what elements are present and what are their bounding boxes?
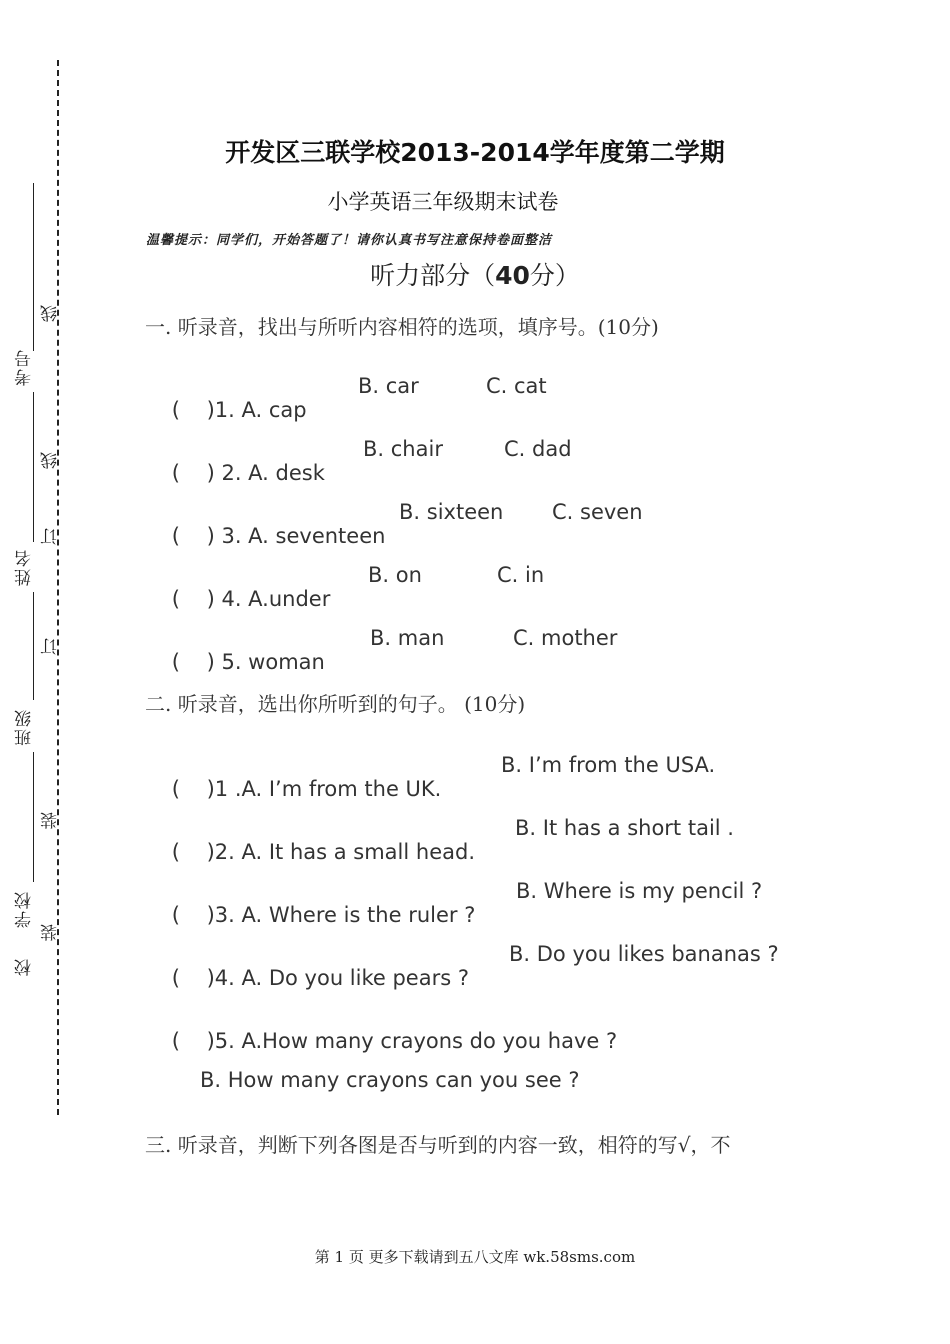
binding-label-school-2: 校 bbox=[15, 957, 35, 976]
question-stem: ( ) 5. woman bbox=[171, 650, 325, 674]
binding-mark-bind-2: 订 bbox=[41, 636, 61, 655]
listening-section-title bbox=[0, 256, 950, 292]
question-stem: ( ) 3. A. seventeen bbox=[171, 524, 386, 548]
option-b: B. chair bbox=[363, 437, 443, 461]
binding-mark-seal-2: 装 bbox=[41, 922, 61, 941]
binding-label-class: 班级 bbox=[15, 708, 35, 746]
binding-underline-4 bbox=[33, 752, 34, 882]
part2-question-5 bbox=[145, 1005, 617, 1077]
part2-heading: 二. 听录音，选出你所听到的句子。 (10分) bbox=[145, 692, 526, 716]
binding-mark-bind-1: 订 bbox=[41, 526, 61, 545]
option-b: B. car bbox=[358, 374, 419, 398]
option-c: C. seven bbox=[552, 500, 643, 524]
part3-heading: 三. 听录音，判断下列各图是否与听到的内容一致，相符的写√，不 bbox=[145, 1133, 731, 1157]
option-b: B. Where is my pencil ? bbox=[516, 879, 763, 903]
binding-label-name: 姓名 bbox=[15, 548, 35, 586]
question-stem: ( )1. A. cap bbox=[171, 398, 307, 422]
part2-question-5-option-b: B. How many crayons can you see ? bbox=[200, 1068, 580, 1092]
section-score: 40 bbox=[495, 261, 530, 290]
question-stem: ( ) 4. A.under bbox=[171, 587, 331, 611]
option-b: B. It has a short tail . bbox=[515, 816, 734, 840]
section-title-suffix: 分） bbox=[529, 261, 580, 290]
option-b: B. I’m from the USA. bbox=[501, 753, 716, 777]
binding-label-exam-number: 考号 bbox=[15, 348, 35, 386]
option-a: ( )1 .A. I’m from the UK. bbox=[171, 777, 442, 801]
option-a: ( )2. A. It has a small head. bbox=[171, 840, 476, 864]
option-b: B. man bbox=[370, 626, 445, 650]
binding-dashed-line bbox=[57, 60, 59, 1115]
option-b: B. on bbox=[368, 563, 422, 587]
option-c: C. dad bbox=[504, 437, 572, 461]
exam-subtitle: 小学英语三年级期末试卷 bbox=[327, 190, 559, 214]
option-c: C. mother bbox=[513, 626, 618, 650]
page-footer: 第 1 页 更多下载请到五八文库 wk.58sms.com bbox=[314, 1248, 636, 1266]
question-stem: ( ) 2. A. desk bbox=[171, 461, 325, 485]
part1-heading: 一. 听录音，找出与所听内容相符的选项，填序号。(10分) bbox=[145, 315, 659, 339]
binding-mark-line-1: 线 bbox=[41, 303, 61, 322]
reminder-tip: 温馨提示：同学们，开始答题了！请你认真书写注意保持卷面整洁 bbox=[146, 233, 553, 248]
section-title-prefix: 听力部分（ bbox=[370, 261, 496, 290]
option-b: B. Do you likes bananas ? bbox=[509, 942, 779, 966]
option-c: C. in bbox=[497, 563, 545, 587]
option-a: ( )4. A. Do you like pears ? bbox=[171, 966, 469, 990]
binding-label-school: 学校 bbox=[15, 890, 35, 928]
binding-underline-2 bbox=[33, 392, 34, 542]
option-b: B. sixteen bbox=[399, 500, 504, 524]
binding-mark-seal-1: 装 bbox=[41, 810, 61, 829]
exam-title: 开发区三联学校2013-2014学年度第二学期 bbox=[225, 138, 725, 167]
binding-underline-3 bbox=[33, 592, 34, 700]
option-a: ( )3. A. Where is the ruler ? bbox=[171, 903, 476, 927]
option-a: ( )5. A.How many crayons do you have ? bbox=[171, 1029, 618, 1053]
option-c: C. cat bbox=[486, 374, 547, 398]
binding-mark-line-2: 线 bbox=[41, 450, 61, 469]
